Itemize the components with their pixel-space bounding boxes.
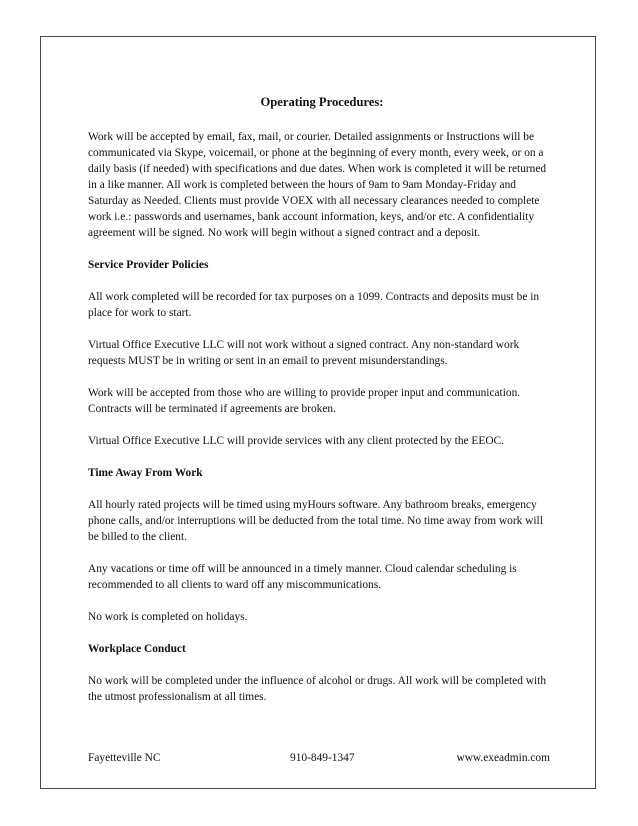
section-time-away-from-work	[88, 465, 556, 625]
document-body	[88, 94, 556, 721]
paragraph: No work is completed on holidays.	[88, 611, 248, 623]
section-heading: Service Provider Policies	[88, 259, 209, 271]
section-heading: Time Away From Work	[88, 467, 203, 479]
section-heading: Workplace Conduct	[88, 643, 186, 655]
intro-paragraph: Work will be accepted by email, fax, mail, or courier. Detailed assignments or Instructions will be communicated via Skype, voicemail, or phone at the beginning of every month, every week, or on a daily basis (if needed) with specifications and due dates. When work is completed it will be returned in a like manner. All work is completed between the hours of 9am to 9am Monday-Friday and Saturday as Needed. Clients must provide VOEX with all necessary clearances needed to complete work i.e.: passwords and usernames, bank account information, keys, and/or etc. A confidentiality agreement will be signed. No work will begin without a signed contract and a deposit.	[88, 131, 547, 239]
paragraph: Work will be accepted from those who are willing to provide proper input and communication. Contracts will be terminated if agreements are broken.	[88, 387, 521, 415]
paragraph: No work will be completed under the influence of alcohol or drugs. All work will be completed with the utmost professionalism at all times.	[88, 675, 547, 703]
paragraph: Virtual Office Executive LLC will not work without a signed contract. Any non-standard work requests MUST be in writing or sent in an email to prevent misunderstandings.	[88, 339, 520, 367]
footer-location: Fayetteville NC	[88, 752, 161, 764]
footer-website: www.exeadmin.com	[456, 752, 550, 764]
paragraph: Virtual Office Executive LLC will provide services with any client protected by the EEOC.	[88, 435, 505, 447]
paragraph: All work completed will be recorded for tax purposes on a 1099. Contracts and deposits must be in place for work to start.	[88, 291, 540, 319]
section-service-provider-policies	[88, 257, 556, 449]
paragraph: All hourly rated projects will be timed using myHours software. Any bathroom breaks, emergency phone calls, and/or interruptions will be deducted from the total time. No time away from work will be billed to the client.	[88, 499, 543, 543]
document-title: Operating Procedures:	[260, 95, 384, 109]
paragraph: Any vacations or time off will be announced in a timely manner. Cloud calendar scheduling is recommended to all clients to ward off any miscommunications.	[88, 563, 517, 591]
footer-phone: 910-849-1347	[290, 752, 355, 764]
section-workplace-conduct	[88, 641, 556, 705]
